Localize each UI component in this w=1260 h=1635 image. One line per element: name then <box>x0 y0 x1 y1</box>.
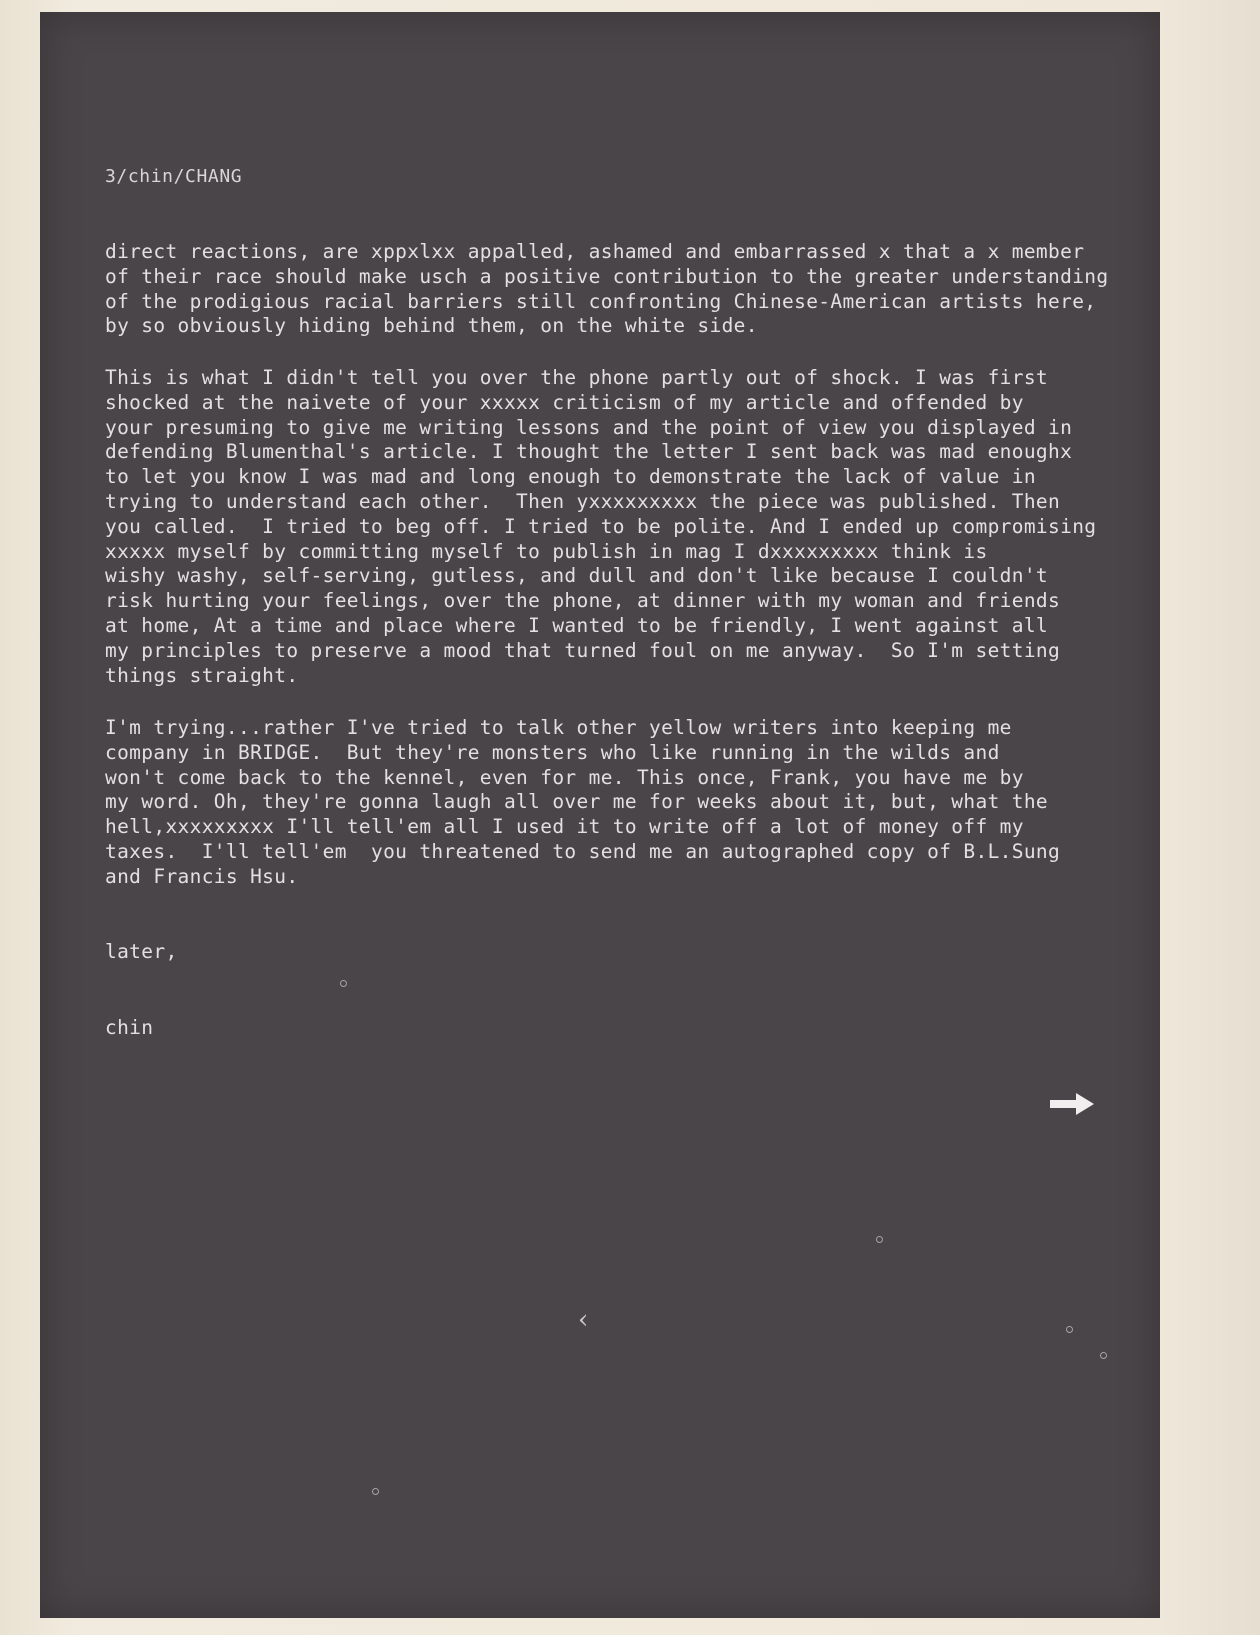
paragraph-1 <box>105 240 1108 339</box>
stray-mark: ‹ <box>578 1305 589 1335</box>
line: things straight. <box>105 663 299 687</box>
line: of their race should make usch a positive contribution to the greater understanding <box>105 264 1109 288</box>
line: of the prodigious racial barriers still confronting Chinese-American artists here, <box>105 289 1097 313</box>
line: by so obviously hiding behind them, on the white side. <box>105 314 758 338</box>
line: you called. I tried to beg off. I tried to be polite. And I ended up compromising <box>105 514 1097 538</box>
line: to let you know I was mad and long enough to demonstrate the lack of value in <box>105 465 1036 489</box>
speck <box>1066 1326 1073 1333</box>
line: wishy washy, self-serving, gutless, and dull and don't like because I couldn't <box>105 564 1049 588</box>
line: hell,xxxxxxxxx I'll tell'em all I used it to write off a lot of money off my <box>105 815 1024 839</box>
speck <box>1100 1352 1107 1359</box>
line: trying to understand each other. Then yxxxxxxxxx the piece was published. Then <box>105 489 1061 513</box>
line: company in BRIDGE. But they're monsters who like running in the wilds and <box>105 740 1000 764</box>
line: defending Blumenthal's article. I thought the letter I sent back was mad enoughx <box>105 440 1073 464</box>
paragraph-3 <box>105 716 1060 890</box>
right-arrow-icon <box>1048 1090 1096 1118</box>
speck <box>372 1488 379 1495</box>
line: your presuming to give me writing lessons and the point of view you displayed in <box>105 415 1073 439</box>
paragraph-2 <box>105 366 1096 688</box>
line: my principles to preserve a mood that turned foul on me anyway. So I'm setting <box>105 638 1061 662</box>
page-reference: 3/chin/CHANG <box>105 166 243 187</box>
line: at home, At a time and place where I wanted to be friendly, I went against all <box>105 613 1049 637</box>
line: xxxxx myself by committing myself to publish in mag I dxxxxxxxxx think is <box>105 539 988 563</box>
signature: chin <box>105 1016 154 1039</box>
line: direct reactions, are xppxlxx appalled, ashamed and embarrassed x that a x member <box>105 240 1085 263</box>
line: This is what I didn't tell you over the phone partly out of shock. I was first <box>105 366 1049 389</box>
speck <box>876 1236 883 1243</box>
speck <box>340 980 347 987</box>
closing: later, <box>105 940 178 963</box>
line: I'm trying...rather I've tried to talk other yellow writers into keeping me <box>105 716 1012 739</box>
line: taxes. I'll tell'em you threatened to send me an autographed copy of B.L.Sung <box>105 839 1061 863</box>
line: my word. Oh, they're gonna laugh all over me for weeks about it, but, what the <box>105 790 1049 814</box>
line: risk hurting your feelings, over the phone, at dinner with my woman and friends <box>105 589 1061 613</box>
line: and Francis Hsu. <box>105 864 299 888</box>
line: shocked at the naivete of your xxxxx criticism of my article and offended by <box>105 390 1024 414</box>
line: won't come back to the kennel, even for me. This once, Frank, you have me by <box>105 765 1024 789</box>
